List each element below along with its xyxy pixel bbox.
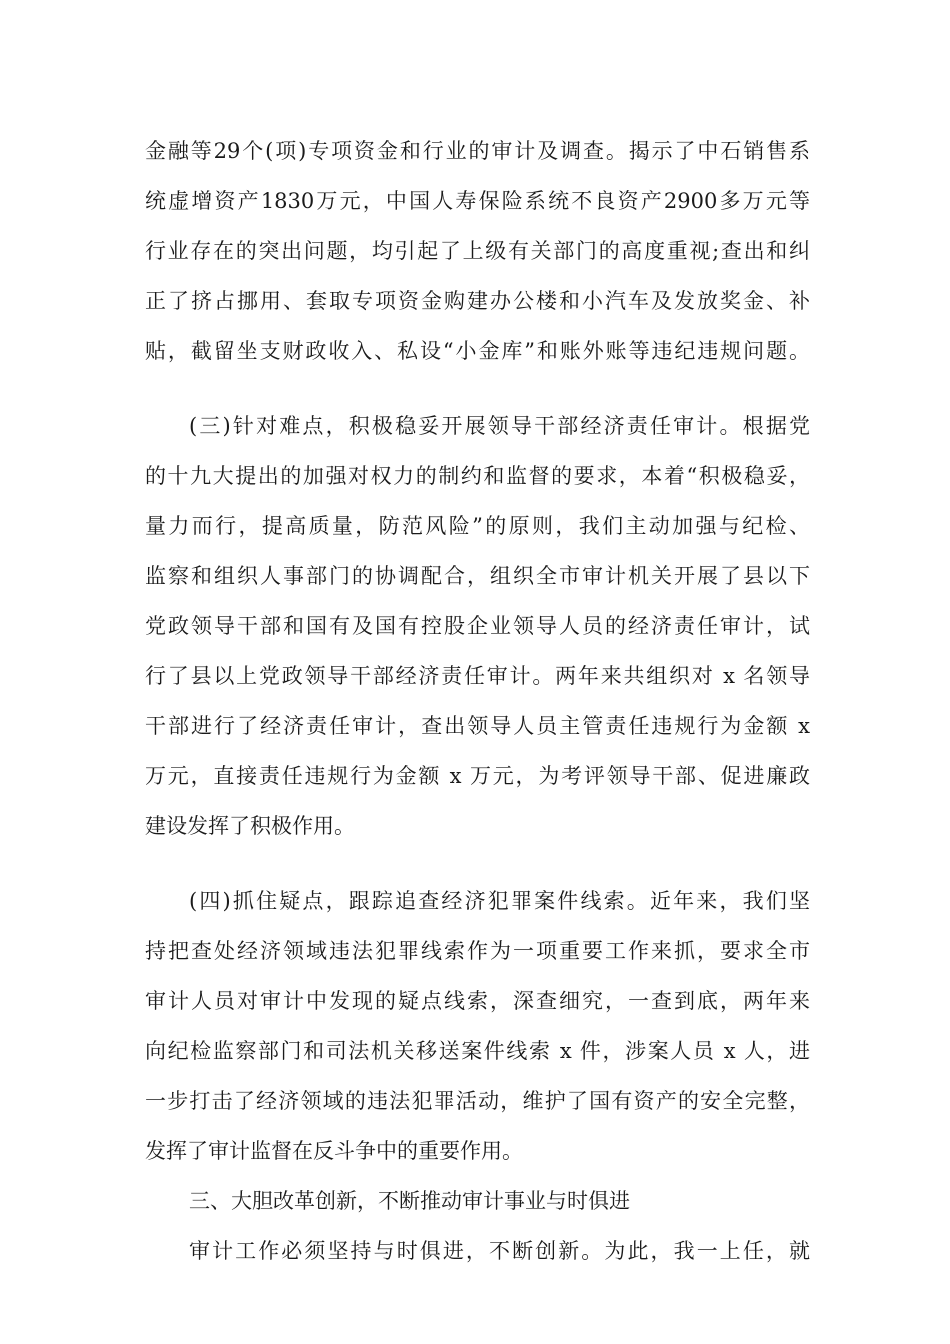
text-line: 干部进行了经济责任审计，查出领导人员主管责任违规行为金额 x xyxy=(145,714,810,738)
text-line: 监察和组织人事部门的协调配合，组织全市审计机关开展了县以下 xyxy=(145,564,810,588)
paragraph-heading-line: (四)抓住疑点，跟踪追查经济犯罪案件线索。近年来，我们坚 xyxy=(189,889,810,913)
text-line: 持把查处经济领域违法犯罪线索作为一项重要工作来抓，要求全市 xyxy=(145,939,810,963)
text-line: 正了挤占挪用、套取专项资金购建办公楼和小汽车及发放奖金、补 xyxy=(145,289,810,313)
section-heading: 三、大胆改革创新，不断推动审计事业与时俱进 xyxy=(189,1189,630,1213)
text-line: 发挥了审计监督在反斗争中的重要作用。 xyxy=(145,1139,523,1163)
text-line: 行了县以上党政领导干部经济责任审计。两年来共组织对 x 名领导 xyxy=(145,664,810,688)
text-line: 量力而行，提高质量，防范风险”的原则，我们主动加强与纪检、 xyxy=(145,514,810,538)
text-line: 向纪检监察部门和司法机关移送案件线索 x 件，涉案人员 x 人，进 xyxy=(145,1039,810,1063)
text-line: 金融等29个(项)专项资金和行业的审计及调查。揭示了中石销售系 xyxy=(145,139,810,163)
text-line: 的十九大提出的加强对权力的制约和监督的要求，本着“积极稳妥， xyxy=(145,464,810,488)
text-line: 一步打击了经济领域的违法犯罪活动，维护了国有资产的安全完整， xyxy=(145,1089,810,1113)
paragraph-heading-line: 审计工作必须坚持与时俱进，不断创新。为此，我一上任，就 xyxy=(189,1239,810,1263)
text-line: 万元，直接责任违规行为金额 x 万元，为考评领导干部、促进廉政 xyxy=(145,764,810,788)
text-line: 行业存在的突出问题，均引起了上级有关部门的高度重视;查出和纠 xyxy=(145,239,810,263)
text-line: 党政领导干部和国有及国有控股企业领导人员的经济责任审计，试 xyxy=(145,614,810,638)
text-line: 统虚增资产1830万元，中国人寿保险系统不良资产2900多万元等 xyxy=(145,189,810,213)
text-line: 审计人员对审计中发现的疑点线索，深查细究，一查到底，两年来 xyxy=(145,989,810,1013)
text-line: 建设发挥了积极作用。 xyxy=(145,814,355,838)
text-line: 贴，截留坐支财政收入、私设“小金库”和账外账等违纪违规问题。 xyxy=(145,339,810,363)
paragraph-heading-line: (三)针对难点，积极稳妥开展领导干部经济责任审计。根据党 xyxy=(189,414,810,438)
